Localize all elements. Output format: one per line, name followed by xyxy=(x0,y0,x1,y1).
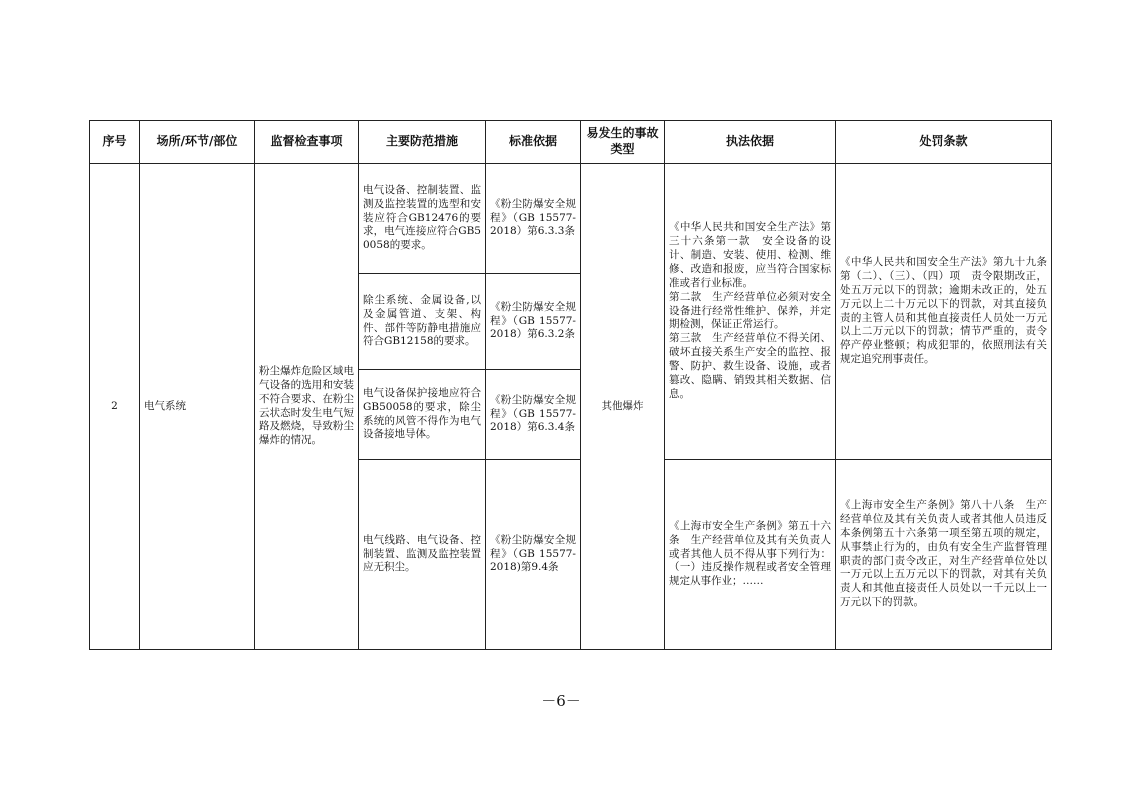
standard-cell: 《粉尘防爆安全规程》（GB 15577-2018）第6.3.3条 xyxy=(486,164,581,274)
standard-cell: 《粉尘防爆安全规程》（GB 15577-2018)第9.4条 xyxy=(486,460,581,650)
header-accident-type: 易发生的事故类型 xyxy=(581,121,665,164)
penalty-cell: 《中华人民共和国安全生产法》第九十九条第（二）、（三）、（四）项 责令限期改正，处五万元以下的罚款；逾期未改正的，处五万元以上二十万元以下的罚款，对其直接负责的主管人员和其他直接责任人员处一万元以上二万元以下的罚款；情节严重的，责令停产停业整顿；构成犯罪的，依照刑法有关规定追究刑事责任。 xyxy=(836,164,1052,460)
table-header-row xyxy=(90,121,1052,164)
regulation-table-sheet xyxy=(89,120,1051,650)
standard-cell: 《粉尘防爆安全规程》（GB 15577-2018）第6.3.4条 xyxy=(486,370,581,460)
measure-cell: 电气设备保护接地应符合GB50058的要求，除尘系统的风管不得作为电气设备接地导体。 xyxy=(359,370,486,460)
header-measures: 主要防范措施 xyxy=(359,121,486,164)
legal-basis-cell: 《中华人民共和国安全生产法》第三十六条第一款 安全设备的设计、制造、安装、使用、检测、维修、改造和报废，应当符合国家标准或者行业标准。 第二款 生产经营单位必须对安全设备进行经常性维护、保养，并定期检测，保证正常运行。 第三款 生产经营单位不得关闭、破坏直接关系生产安全的监控、报警、防护、救生设备、设施，或者篡改、隐瞒、销毁其相关数据、信息。 xyxy=(665,164,836,460)
header-location: 场所/环节/部位 xyxy=(140,121,255,164)
page-number: －6－ xyxy=(541,692,581,710)
header-inspection-item: 监督检查事项 xyxy=(255,121,359,164)
row-accident-type: 其他爆炸 xyxy=(581,164,665,650)
row-inspection-item: 粉尘爆炸危险区域电气设备的选用和安装不符合要求、在粉尘云状态时发生电气短路及燃烧，导致粉尘爆炸的情况。 xyxy=(255,164,359,650)
header-standard: 标准依据 xyxy=(486,121,581,164)
measure-cell: 电气设备、控制装置、监测及监控装置的选型和安装应符合GB12476的要求，电气连接应符合GB50058的要求。 xyxy=(359,164,486,274)
header-penalty: 处罚条款 xyxy=(836,121,1052,164)
row-location: 电气系统 xyxy=(140,164,255,650)
inspection-table xyxy=(89,120,1052,650)
measure-cell: 除尘系统、金属设备,以及金属管道、支架、构件、部件等防静电措施应符合GB12158的要求。 xyxy=(359,274,486,370)
header-legal-basis: 执法依据 xyxy=(665,121,836,164)
legal-basis-cell: 《上海市安全生产条例》第五十六条 生产经营单位及其有关负责人或者其他人员不得从事下列行为：（一）违反操作规程或者安全管理规定从事作业；…… xyxy=(665,460,836,650)
header-index: 序号 xyxy=(90,121,140,164)
measure-cell: 电气线路、电气设备、控制装置、监测及监控装置应无积尘。 xyxy=(359,460,486,650)
standard-cell: 《粉尘防爆安全规程》（GB 15577-2018）第6.3.2条 xyxy=(486,274,581,370)
penalty-cell: 《上海市安全生产条例》第八十八条 生产经营单位及其有关负责人或者其他人员违反本条例第五十六条第一项至第五项的规定，从事禁止行为的，由负有安全生产监督管理职责的部门责令改正，对生产经营单位处以一万元以上五万元以下的罚款，对其有关负责人和其他直接责任人员处以一千元以上一万元以下的罚款。 xyxy=(836,460,1052,650)
row-index: 2 xyxy=(90,164,140,650)
table-row xyxy=(90,164,1052,274)
